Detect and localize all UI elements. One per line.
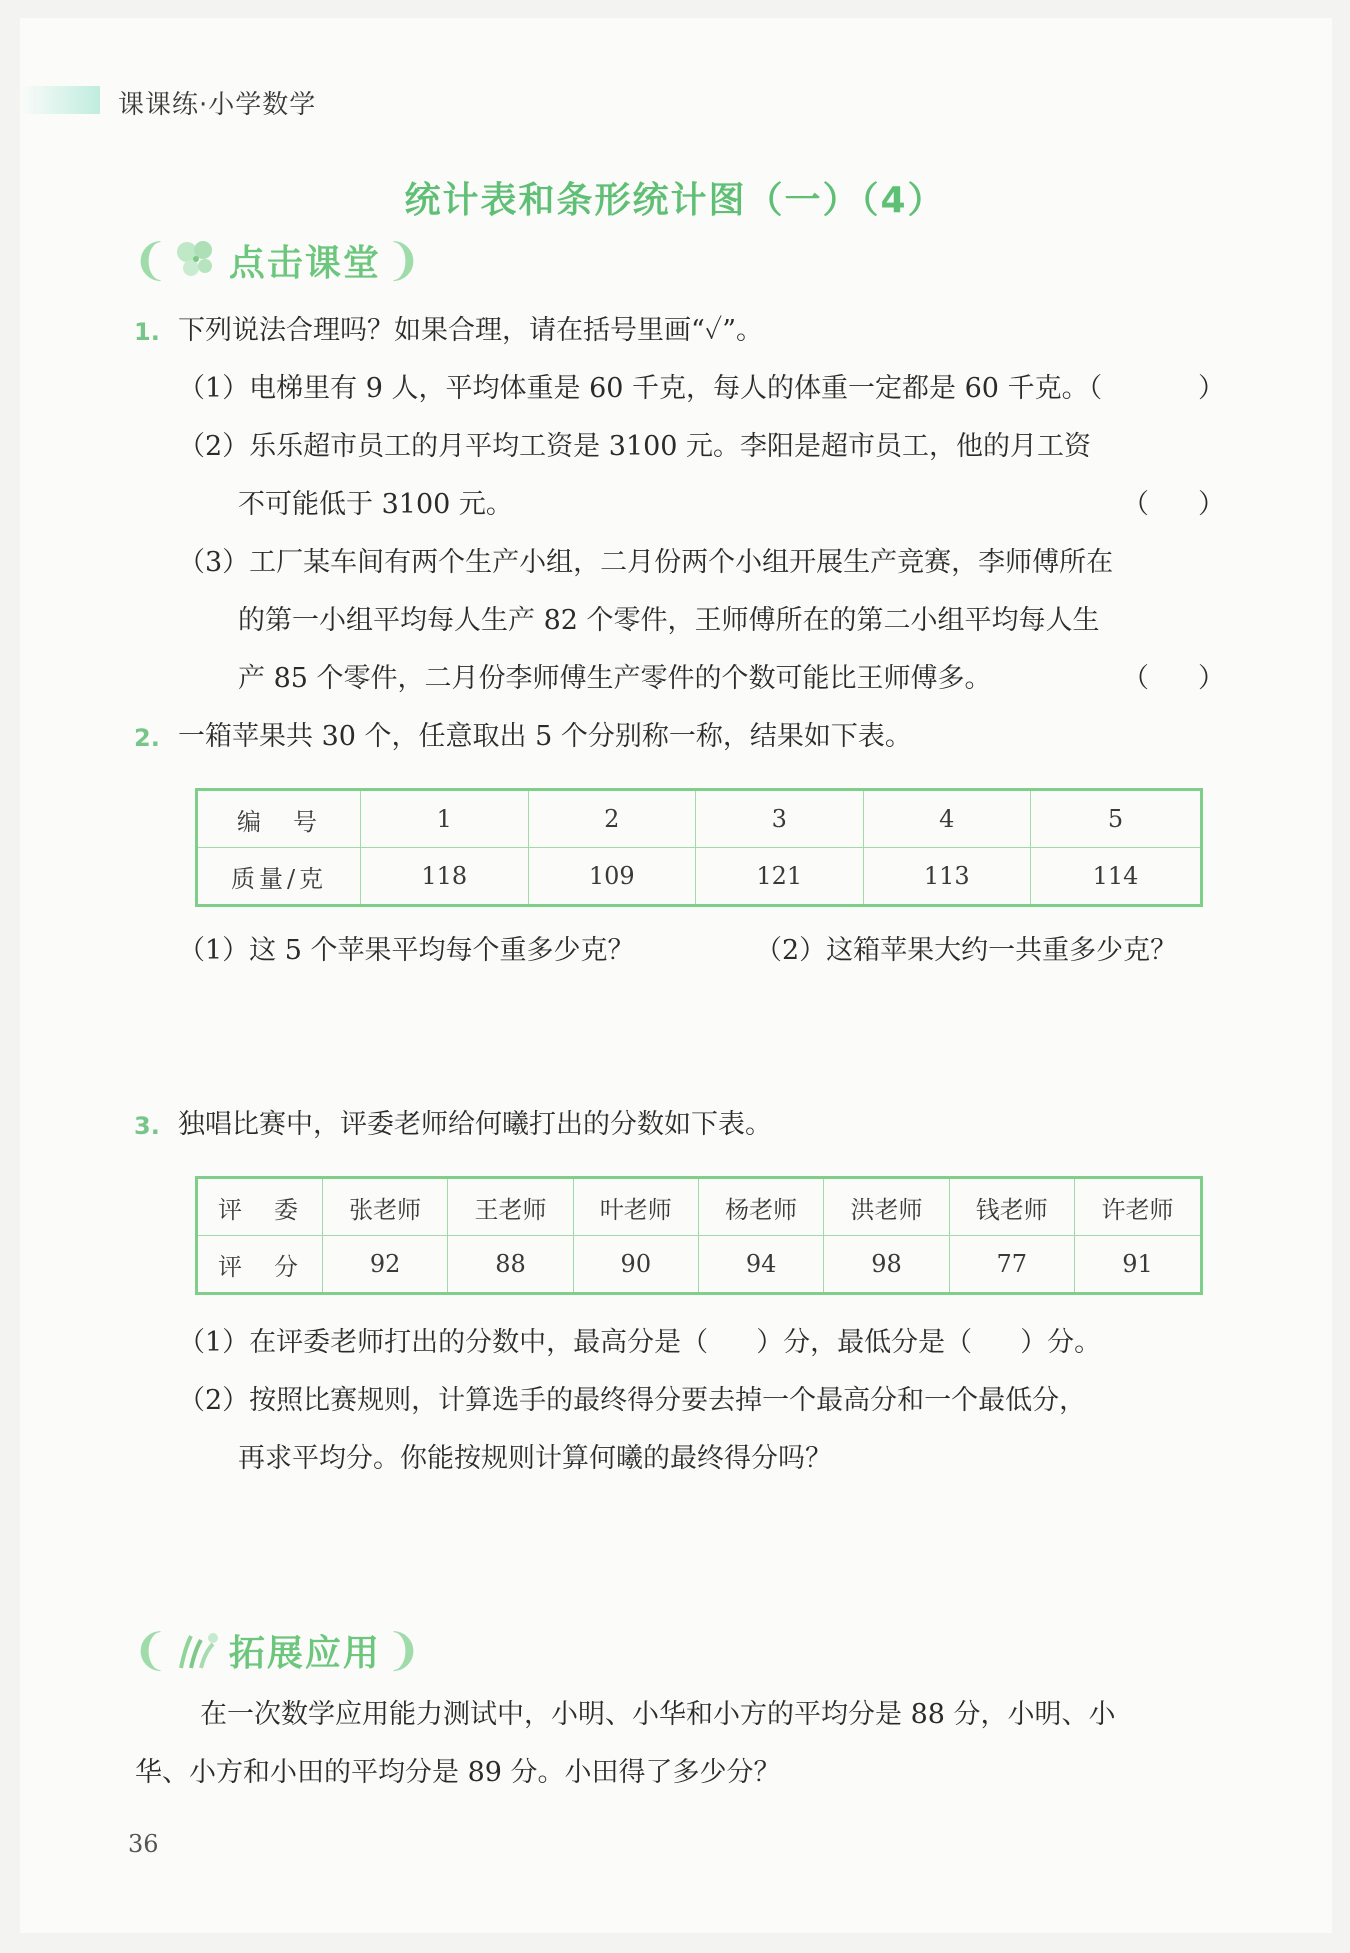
- table-row: [197, 848, 1202, 906]
- section-title-extension: 拓展应用: [228, 1632, 381, 1674]
- section-badge-classroom: [132, 232, 422, 288]
- right-bracket-icon: ❩: [384, 234, 422, 286]
- section-badge-extension: [132, 1622, 422, 1678]
- table-cell: 91: [1074, 1236, 1201, 1294]
- table-cell: 77: [949, 1236, 1074, 1294]
- q1-item-3-text-cont: 的第一小组平均每人生产 82 个零件，王师傅所在的第二小组平均每人生: [238, 605, 1100, 636]
- q1-item-3-text-cont2: 产 85 个零件，二月份李师傅生产零件的个数可能比王师傅多。: [238, 663, 992, 694]
- q3-sub-question-2-cont: 再求平均分。你能按规则计算何曦的最终得分吗？: [238, 1443, 832, 1474]
- table-row-header: 编 号: [197, 790, 361, 848]
- page-number: 36: [128, 1830, 159, 1858]
- judge-score-table: [195, 1176, 1203, 1295]
- q3-sub-question-2: （2）按照比赛规则，计算选手的最终得分要去掉一个最高分和一个最低分，: [178, 1385, 1087, 1416]
- table-cell: 121: [696, 848, 864, 906]
- question-prompt: 独唱比赛中，评委老师给何曦打出的分数如下表。: [178, 1109, 772, 1140]
- table-cell: 90: [573, 1236, 698, 1294]
- q3-sub-question-1: [178, 1314, 1101, 1372]
- table-cell: 洪老师: [824, 1178, 949, 1236]
- answer-paren-open[interactable]: （: [1122, 489, 1149, 520]
- answer-paren-close[interactable]: ）: [1198, 663, 1225, 694]
- extension-question-text-cont: 华、小方和小田的平均分是 89 分。小田得了多少分？: [135, 1757, 781, 1788]
- book-title: 课课练·小学数学: [118, 90, 317, 120]
- table-cell: 张老师: [323, 1178, 448, 1236]
- q3-sub1-part-b: ）分，最低分是（: [756, 1327, 973, 1358]
- right-bracket-icon: ❩: [384, 1624, 422, 1676]
- question-number: 3.: [134, 1112, 160, 1140]
- header-accent: [20, 86, 100, 114]
- table-cell: 114: [1031, 848, 1202, 906]
- question-number: 2.: [134, 724, 160, 752]
- butterfly-icon: [169, 232, 225, 288]
- apple-weight-table: [195, 788, 1203, 907]
- table-row: [197, 1178, 1202, 1236]
- q1-item-2-text: （2）乐乐超市员工的月平均工资是 3100 元。李阳是超市员工，他的月工资: [178, 431, 1092, 462]
- answer-paren-close[interactable]: ）: [1198, 373, 1225, 404]
- lesson-title: 统计表和条形统计图（一）（4）: [404, 180, 946, 221]
- table-cell: 钱老师: [949, 1178, 1074, 1236]
- grass-sprout-icon: [169, 1622, 225, 1678]
- table-cell: 109: [528, 848, 696, 906]
- left-bracket-icon: ❨: [132, 234, 169, 286]
- table-cell: 许老师: [1074, 1178, 1201, 1236]
- q1-item-3-text: （3）工厂某车间有两个生产小组，二月份两个小组开展生产竞赛，李师傅所在: [178, 547, 1114, 578]
- table-row-header: 评 委: [197, 1178, 323, 1236]
- answer-paren-open[interactable]: （: [1122, 663, 1149, 694]
- question-prompt: 一箱苹果共 30 个，任意取出 5 个分别称一称，结果如下表。: [178, 721, 912, 752]
- section-title-classroom: 点击课堂: [228, 242, 381, 284]
- table-row-header: 评 分: [197, 1236, 323, 1294]
- table-cell: 94: [698, 1236, 823, 1294]
- q1-item-2-text-cont: 不可能低于 3100 元。: [238, 489, 513, 520]
- table-cell: 1: [361, 790, 529, 848]
- table-cell: 3: [696, 790, 864, 848]
- table-cell: 王老师: [448, 1178, 573, 1236]
- question-prompt: 下列说法合理吗？如果合理，请在括号里画“✓”。: [178, 315, 764, 346]
- q3-sub1-part-c: ）分。: [1020, 1327, 1102, 1358]
- q3-sub1-part-a: （1）在评委老师打出的分数中，最高分是（: [178, 1327, 709, 1358]
- table-row: [197, 790, 1202, 848]
- table-row: [197, 1236, 1202, 1294]
- q1-item-1-text: （1）电梯里有 9 人，平均体重是 60 千克，每人的体重一定都是 60 千克。（: [178, 373, 1103, 404]
- q2-sub-question-2: （2）这箱苹果大约一共重多少克？: [755, 935, 1178, 966]
- table-cell: 92: [323, 1236, 448, 1294]
- table-cell: 2: [528, 790, 696, 848]
- table-cell: 杨老师: [698, 1178, 823, 1236]
- question-number: 1.: [134, 318, 160, 346]
- table-cell: 88: [448, 1236, 573, 1294]
- table-cell: 叶老师: [573, 1178, 698, 1236]
- q2-sub-question-1: （1）这 5 个苹果平均每个重多少克？: [178, 935, 635, 966]
- table-row-header: 质量/克: [197, 848, 361, 906]
- table-cell: 118: [361, 848, 529, 906]
- table-cell: 98: [824, 1236, 949, 1294]
- answer-paren-close[interactable]: ）: [1198, 489, 1225, 520]
- extension-question-text: 在一次数学应用能力测试中，小明、小华和小方的平均分是 88 分，小明、小: [200, 1699, 1116, 1730]
- left-bracket-icon: ❨: [132, 1624, 169, 1676]
- table-cell: 5: [1031, 790, 1202, 848]
- table-cell: 4: [863, 790, 1031, 848]
- table-cell: 113: [863, 848, 1031, 906]
